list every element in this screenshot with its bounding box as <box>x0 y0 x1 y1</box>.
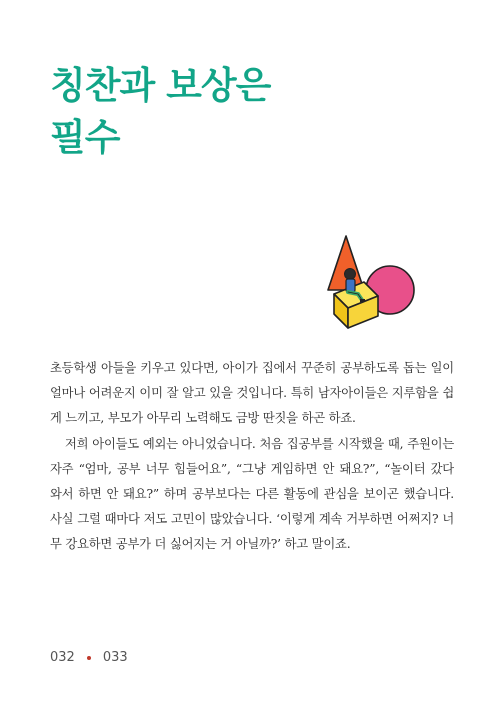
chapter-title <box>50 60 270 164</box>
body-paragraph-1: 초등학생 아들을 키우고 있다면, 아이가 집에서 꾸준히 공부하도록 돕는 일이 얼마나 어려운지 이미 잘 알고 있을 것입니다. 특히 남자아이들은 지루함을 쉽게 느끼고, 부모가 아무리 노력해도 금방 딴짓을 하곤 하죠. <box>50 361 454 426</box>
body-paragraph-2: 저희 아이들도 예외는 아니었습니다. 처음 집공부를 시작했을 때, 주원이는 자주 “엄마, 공부 너무 힘들어요”, “그냥 게임하면 안 돼요?”, “놀이터 갔다 와서 하면 안 돼요?” 하며 공부보다는 다른 활동에 관심을 보이곤 했습니다. 사실 그럴 때마다 저도 고민이 많았습니다. ‘이렇게 계속 거부하면 어쩌지? 너무 강요하면 공부가 더 싫어지는 거 아닐까?’ 하고 말이죠. <box>50 436 454 552</box>
chapter-title-line-1: 칭찬과 보상은 <box>50 64 271 107</box>
page-numbers <box>50 650 128 665</box>
page-separator-dot <box>87 656 91 660</box>
right-page-number: 033 <box>102 650 128 665</box>
left-page-number: 032 <box>50 650 75 665</box>
shapes-child-illustration <box>326 234 416 330</box>
body-text <box>50 356 454 558</box>
chapter-title-line-2: 필수 <box>50 116 120 159</box>
